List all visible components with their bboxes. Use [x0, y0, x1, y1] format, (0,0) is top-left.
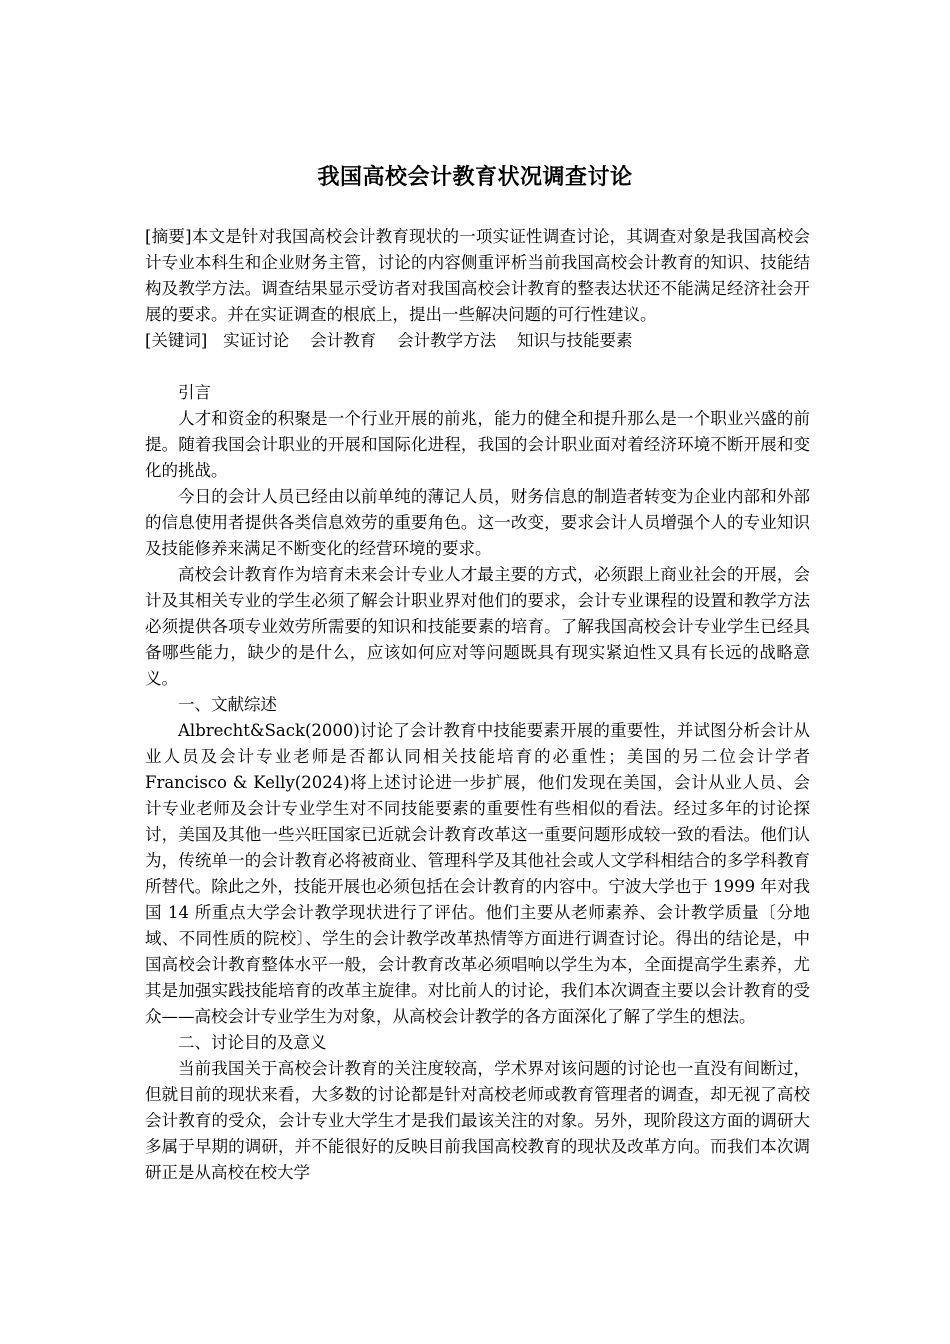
body-paragraph: Albrecht&Sack(2000)讨论了会计教育中技能要素开展的重要性，并试图分析会计从业人员及会计专业老师是否都认同相关技能培育的必重性；美国的另二位会计学者 Francisco & Kelly(2024)将上述讨论进一步扩展，他们发现在美国，会计从业人员、会计专业老师及会计专业学生对不同技能要素的重要性有些相似的看法。经过多年的讨论探讨，美国及其他一些兴旺国家已近就会计教育改革这一重要问题形成较一致的看法。他们认为，传统单一的会计教育必将被商业、管理科学及其他社会或人文学科相结合的多学科教育所替代。除此之外，技能开展也必须包括在会计教育的内容中。宁波大学也于 1999 年对我国 14 所重点大学会计教学现状进行了评估。他们主要从老师素养、会计教学质量〔分地域、不同性质的院校〕、学生的会计教学改革热情等方面进行调查讨论。得出的结论是，中国高校会计教育整体水平一般，会计教育改革必须唱响以学生为本，全面提高学生素养，尤其是加强实践技能培育的改革主旋律。对比前人的讨论，我们本次调查主要以会计教育的受众——高校会计专业学生为对象，从高校会计教学的各方面深化了解了学生的想法。 [145, 721, 810, 1026]
document-body [145, 224, 810, 1186]
keywords-line: [关键词] 实证讨论 会计教育 会计教学方法 知识与技能要素 [145, 331, 633, 350]
body-paragraph: 当前我国关于高校会计教育的关注度较高，学术界对该问题的讨论也一直没有间断过，但就目前的现状来看，大多数的讨论都是针对高校老师或教育管理者的调查，却无视了高校会计教育的受众，会计专业大学生才是我们最该关注的对象。另外，现阶段这方面的调研大多属于早期的调研，并不能很好的反映目前我国高校教育的现状及改革方向。而我们本次调研正是从高校在校大学 [145, 1059, 810, 1182]
section-heading: 一、文献综述 [178, 695, 277, 714]
body-paragraph: 高校会计教育作为培育未来会计专业人才最主要的方式，必须跟上商业社会的开展，会计及其相关专业的学生必须了解会计职业界对他们的要求，会计专业课程的设置和教学方法必须提供各项专业效劳所需要的知识和技能要素的培育。了解我国高校会计专业学生已经具备哪些能力，缺少的是什么，应该如何应对等问题既具有现实紧迫性又具有长远的战略意义。 [145, 565, 810, 688]
abstract-paragraph: [摘要]本文是针对我国高校会计教育现状的一项实证性调查讨论，其调查对象是我国高校会计专业本科生和企业财务主管，讨论的内容侧重评析当前我国高校会计教育的知识、技能结构及教学方法。调查结果显示受访者对我国高校会计教育的整表达状还不能满足经济社会开展的要求。并在实证调查的根底上，提出一些解决问题的可行性建议。 [145, 227, 810, 324]
section-heading: 二、讨论目的及意义 [178, 1033, 327, 1052]
body-paragraph: 人才和资金的积聚是一个行业开展的前兆，能力的健全和提升那么是一个职业兴盛的前提。随着我国会计职业的开展和国际化进程，我国的会计职业面对着经济环境不断开展和变化的挑战。 [145, 409, 810, 480]
document-title: 我国高校会计教育状况调查讨论 [317, 164, 633, 190]
intro-heading: 引言 [178, 383, 211, 402]
blank-line [145, 354, 810, 380]
body-paragraph: 今日的会计人员已经由以前单纯的薄记人员，财务信息的制造者转变为企业内部和外部的信息使用者提供各类信息效劳的重要角色。这一改变，要求会计人员增强个人的专业知识及技能修养来满足不断变化的经营环境的要求。 [145, 487, 810, 558]
